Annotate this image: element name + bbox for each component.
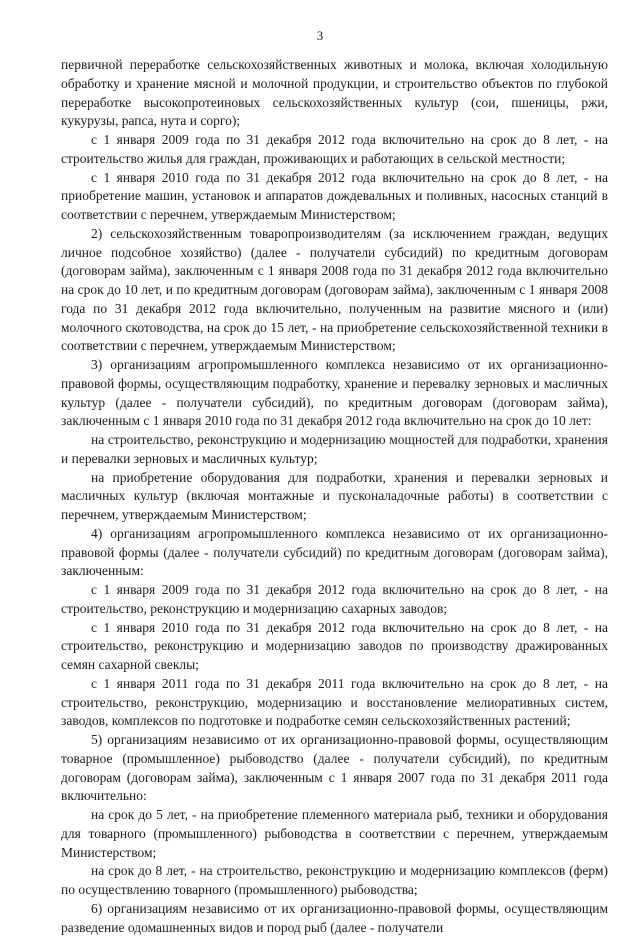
paragraph: на срок до 8 лет, - на строительство, реконструкцию и модернизацию комплексов (ферм) по осуществлению товарного (промышленного) рыбоводства; [61,863,608,897]
paragraph: на срок до 5 лет, - на приобретение племенного материала рыб, техники и оборудования для товарного (промышленного) рыбоводства в соответствии с перечнем, утверждаемым Министерством; [61,807,608,860]
paragraph: 3) организациям агропромышленного комплекса независимо от их организационно-правовой формы, осуществляющим подработку, хранение и перевалку зерновых и масличных культур (далее - получатели субсидий), по кредитным договорам (договорам займа), заключенным с 1 января 2010 года по 31 декабря 2012 года включительно на срок до 10 лет: [61,357,608,429]
paragraph: с 1 января 2010 года по 31 декабря 2012 года включительно на срок до 8 лет, - на приобретение машин, установок и аппаратов дождевальных и поливных, насосных станций в соответствии с перечнем, утверждаемым Министерством; [61,169,608,222]
paragraph: первичной переработке сельскохозяйственных животных и молока, включая холодильную обработку и хранение мясной и молочной продукции, и строительство объектов по глубокой переработке высокопротеиновых сельскохозяйственных культур (сои, пшеницы, ржи, кукурузы, рапса, нута и сорго); [61,57,608,129]
page-number: 3 [316,28,324,43]
document-body [61,56,608,937]
paragraph: с 1 января 2009 года по 31 декабря 2012 года включительно на срок до 8 лет, - на строительство, реконструкцию и модернизацию сахарных заводов; [61,582,608,616]
paragraph: на приобретение оборудования для подработки, хранения и перевалки зерновых и масличных культур (включая монтажные и пусконаладочные работы) в соответствии с перечнем, утверждаемым Министерством; [61,469,608,522]
paragraph: с 1 января 2009 года по 31 декабря 2012 года включительно на срок до 8 лет, - на строительство жилья для граждан, проживающих и работающих в сельской местности; [61,132,608,166]
paragraph: 4) организациям агропромышленного комплекса независимо от их организационно-правовой формы (далее - получатели субсидий) по кредитным договорам (договорам займа), заключенным: [61,525,608,579]
paragraph: 2) сельскохозяйственным товаропроизводителям (за исключением граждан, ведущих личное подсобное хозяйство) (далее - получатели субсидий) по кредитным договорам (договорам займа), заключенным с 1 января 2008 года по 31 декабря 2012 года включительно на срок до 10 лет, и по кредитным договорам (договорам займа), заключенным с 1 января 2008 года по 31 декабря 2012 года включительно, полученным на развитие мясного и (или) молочного скотоводства, на срок до 15 лет, - на приобретение сельскохозяйственной техники в соответствии с перечнем, утверждаемым Министерством; [61,225,608,354]
paragraph: на строительство, реконструкцию и модернизацию мощностей для подработки, хранения и перевалки зерновых и масличных культур; [61,432,608,466]
paragraph: с 1 января 2010 года по 31 декабря 2012 года включительно на срок до 8 лет, - на строительство, реконструкцию и модернизацию заводов по производству дражированных семян сахарной свеклы; [61,619,608,672]
paragraph: с 1 января 2011 года по 31 декабря 2011 года включительно на срок до 8 лет, - на строительство, реконструкцию, модернизацию и восстановление мелиоративных систем, заводов, комплексов по подготовке и подработке семян сельскохозяйственных растений; [61,675,608,729]
paragraph: 5) организациям независимо от их организационно-правовой формы, осуществляющим товарное (промышленное) рыбоводство (далее - получатели субсидий), по кредитным договорам (договорам займа), заключенным с 1 января 2007 года по 31 декабря 2011 года включительно: [61,732,608,804]
paragraph: 6) организациям независимо от их организационно-правовой формы, осуществляющим разведение одомашненных видов и пород рыб (далее - получатели [61,900,608,935]
